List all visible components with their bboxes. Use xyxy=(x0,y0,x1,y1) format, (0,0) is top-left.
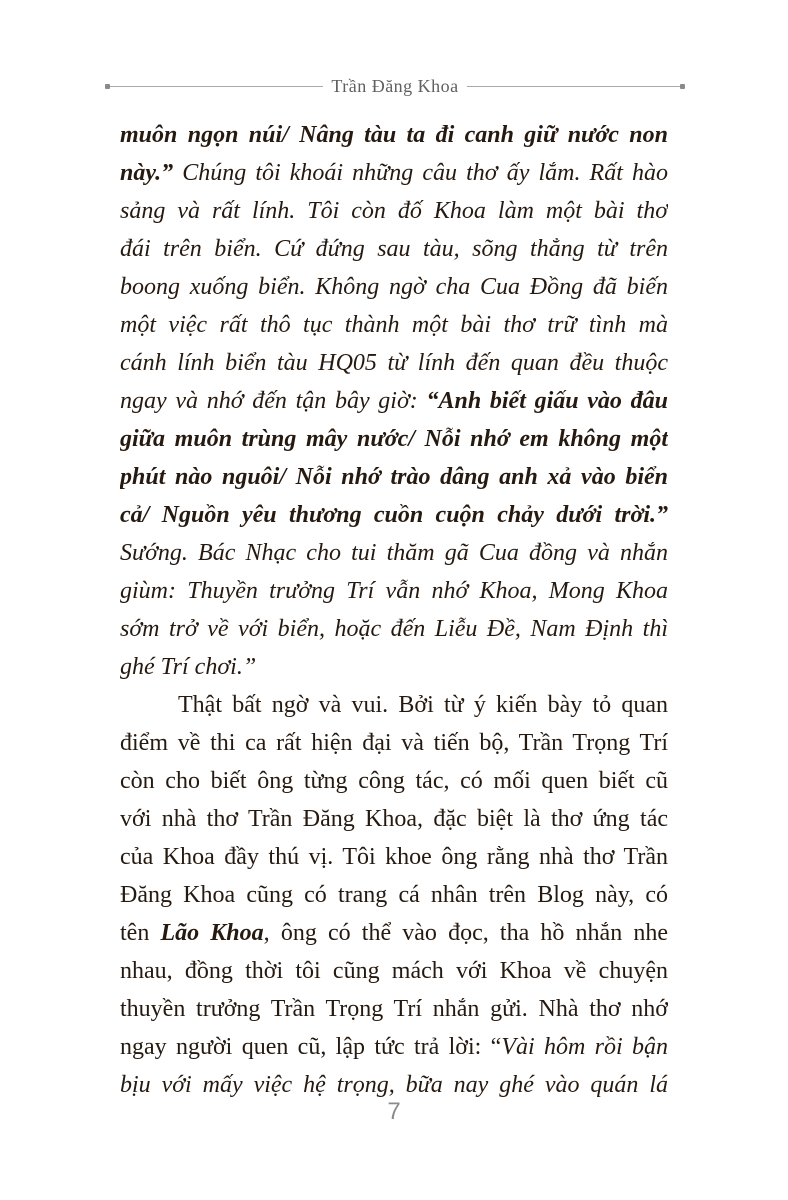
paragraph xyxy=(120,116,668,686)
text-segment: phút nào nguôi/ Nỗi nhớ trào dâng anh xả vào biển xyxy=(120,464,668,490)
page-number: 7 xyxy=(387,1098,401,1125)
text-segment: cả/ Nguồn yêu thương cuồn cuộn chảy dưới trời.” xyxy=(120,502,668,528)
text-line xyxy=(120,192,668,230)
text-segment: một việc rất thô tục thành một bài thơ trữ tình mà xyxy=(120,312,668,338)
text-line xyxy=(120,762,668,800)
text-line xyxy=(120,914,668,952)
text-segment: bịu với mấy việc hệ trọng, bữa nay ghé vào quán lá xyxy=(120,1072,668,1098)
text-segment: giùm: Thuyền trưởng Trí vẫn nhớ Khoa, Mong Khoa xyxy=(120,578,668,604)
text-segment: đái trên biển. Cứ đứng sau tàu, sõng thẳng từ trên xyxy=(120,236,668,262)
text-segment: muôn ngọn núi/ Nâng tàu ta đi canh giữ nước non xyxy=(120,122,668,148)
running-header xyxy=(105,76,685,97)
text-line xyxy=(120,838,668,876)
text-line xyxy=(120,952,668,990)
text-line xyxy=(120,534,668,572)
header-title: Trần Đăng Khoa xyxy=(331,76,459,96)
text-line xyxy=(120,648,668,686)
header-rule-right xyxy=(467,86,680,87)
text-segment: điểm về thi ca rất hiện đại và tiến bộ, Trần Trọng Trí xyxy=(120,730,668,756)
text-segment: Vài hôm rồi bận xyxy=(501,1034,668,1060)
text-segment: của Khoa đầy thú vị. Tôi khoe ông rằng nhà thơ Trần xyxy=(120,844,668,870)
paragraph xyxy=(120,686,668,1104)
body-text xyxy=(120,116,668,1104)
text-line xyxy=(120,572,668,610)
text-segment: Sướng. Bác Nhạc cho tui thăm gã Cua đồng và nhắn xyxy=(120,540,668,566)
text-line xyxy=(120,154,668,192)
text-segment: , ông có thể vào đọc, tha hồ nhắn nhe xyxy=(263,920,668,946)
text-segment: giữa muôn trùng mây nước/ Nỗi nhớ em không một xyxy=(120,426,668,452)
text-segment: “Anh biết giấu vào đâu xyxy=(426,388,668,414)
text-line xyxy=(120,496,668,534)
text-line xyxy=(120,230,668,268)
text-line xyxy=(120,876,668,914)
text-line xyxy=(120,1028,668,1066)
text-segment: ghé Trí chơi.” xyxy=(120,654,257,680)
text-segment: với nhà thơ Trần Đăng Khoa, đặc biệt là thơ ứng tác xyxy=(120,806,668,832)
text-segment: còn cho biết ông từng công tác, có mối quen biết cũ xyxy=(120,768,668,794)
text-segment: ngay và nhớ đến tận bây giờ: xyxy=(120,388,427,414)
text-segment: Đăng Khoa cũng có trang cá nhân trên Blog này, có xyxy=(120,882,668,908)
text-segment: thuyền trưởng Trần Trọng Trí nhắn gửi. Nhà thơ nhớ xyxy=(120,996,668,1022)
text-segment: sớm trở về với biển, hoặc đến Liễu Đề, Nam Định thì xyxy=(120,616,668,642)
text-segment: này.” xyxy=(120,160,174,186)
text-segment: nhau, đồng thời tôi cũng mách với Khoa về chuyện xyxy=(120,958,668,984)
page-footer xyxy=(0,1098,788,1126)
text-segment: boong xuống biển. Không ngờ cha Cua Đồng đã biến xyxy=(120,274,668,300)
text-line xyxy=(120,990,668,1028)
header-rule-left xyxy=(110,86,323,87)
text-line xyxy=(120,610,668,648)
text-line xyxy=(120,268,668,306)
text-line xyxy=(120,116,668,154)
text-line xyxy=(120,800,668,838)
text-line xyxy=(120,458,668,496)
text-segment: Lão Khoa xyxy=(160,920,264,946)
text-line xyxy=(120,382,668,420)
text-segment: Thật bất ngờ và vui. Bởi từ ý kiến bày tỏ quan xyxy=(178,692,668,718)
text-segment: tên xyxy=(120,920,161,946)
text-line xyxy=(120,724,668,762)
text-segment: ngay người quen cũ, lập tức trả lời: “ xyxy=(120,1034,502,1060)
text-line xyxy=(120,344,668,382)
text-segment: Chúng tôi khoái những câu thơ ấy lắm. Rất hào xyxy=(173,160,668,186)
text-line xyxy=(120,420,668,458)
text-segment: sảng và rất lính. Tôi còn đố Khoa làm một bài thơ xyxy=(120,198,668,224)
text-segment: cánh lính biển tàu HQ05 từ lính đến quan đều thuộc xyxy=(120,350,668,376)
text-line xyxy=(120,306,668,344)
text-line xyxy=(120,686,668,724)
header-dot-right-icon xyxy=(680,84,685,89)
